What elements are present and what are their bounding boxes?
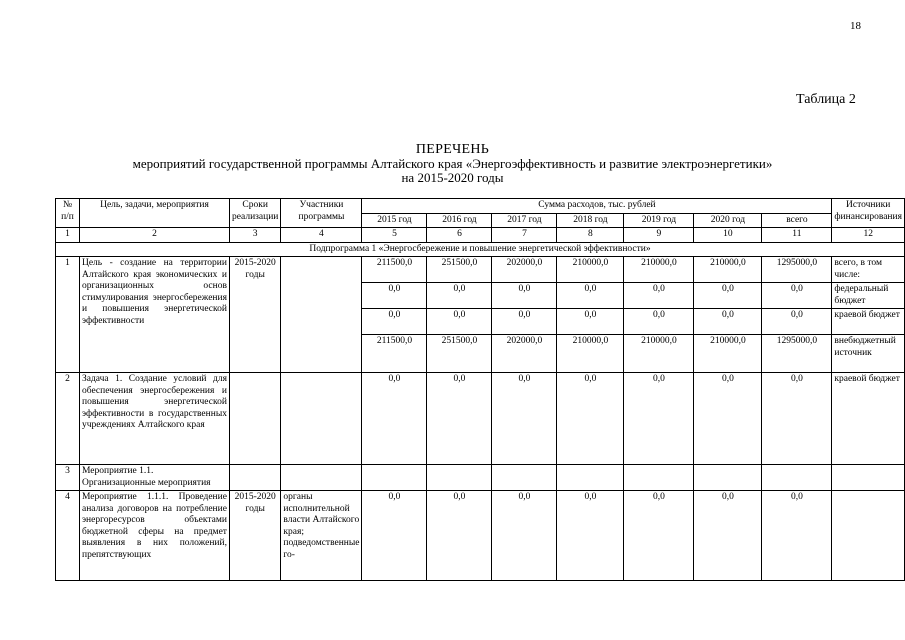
value-cell: 0,0 <box>694 283 762 309</box>
subprogram-title: Подпрограмма 1 «Энергосбережение и повышение энергетической эффективности» <box>56 242 905 257</box>
value-cell: 0,0 <box>427 283 492 309</box>
value-cell: 0,0 <box>624 373 694 465</box>
value-cell: 0,0 <box>762 309 832 335</box>
value-cell: 0,0 <box>762 283 832 309</box>
table-row <box>56 257 905 283</box>
column-number: 4 <box>281 228 362 243</box>
value-cell: 210000,0 <box>557 335 624 373</box>
empty-cell <box>281 465 362 491</box>
header-goal: Цель, задачи, мероприятия <box>79 199 229 228</box>
header-sources: Источники финансирования <box>832 199 905 228</box>
value-cell: 1295000,0 <box>762 335 832 373</box>
column-number: 10 <box>694 228 762 243</box>
value-cell: 210000,0 <box>694 335 762 373</box>
row-text: Задача 1. Создание условий для обеспечения энергосбережения и повышения энергетической эффективности в государственных учреждениях Алтайского края <box>79 373 229 465</box>
column-number: 3 <box>229 228 280 243</box>
value-cell: 202000,0 <box>492 335 557 373</box>
header-total: всего <box>762 213 832 228</box>
value-cell: 0,0 <box>762 373 832 465</box>
value-cell: 0,0 <box>427 491 492 581</box>
row-num: 1 <box>56 257 80 373</box>
column-numbers-row <box>56 228 905 243</box>
column-number: 1 <box>56 228 80 243</box>
row-text: Мероприятие 1.1. Организационные мероприятия <box>79 465 229 491</box>
value-cell: 0,0 <box>492 309 557 335</box>
column-number: 6 <box>427 228 492 243</box>
value-cell: 1295000,0 <box>762 257 832 283</box>
value-cell: 0,0 <box>427 373 492 465</box>
source-cell: краевой бюджет <box>832 309 905 335</box>
value-cell: 0,0 <box>492 283 557 309</box>
empty-cell <box>762 465 832 491</box>
row-terms: 2015-2020 годы <box>229 491 280 581</box>
table-label: Таблица 2 <box>796 92 856 107</box>
header-year: 2018 год <box>557 213 624 228</box>
empty-cell <box>229 465 280 491</box>
table-row <box>56 373 905 465</box>
value-cell: 0,0 <box>624 491 694 581</box>
value-cell: 0,0 <box>624 283 694 309</box>
empty-cell <box>832 465 905 491</box>
value-cell: 210000,0 <box>624 257 694 283</box>
row-terms: 2015-2020 годы <box>229 257 280 373</box>
empty-cell <box>362 465 427 491</box>
row-text: Цель - создание на территории Алтайского края экономических и организационных основ стимулирования энергосбережения и повышения энергетической эффективности <box>79 257 229 373</box>
value-cell: 0,0 <box>624 309 694 335</box>
row-num: 3 <box>56 465 80 491</box>
header-year: 2015 год <box>362 213 427 228</box>
column-number: 8 <box>557 228 624 243</box>
row-text: Мероприятие 1.1.1. Проведение анализа договоров на потребление энергоресурсов объектами бюджетной сферы на предмет выявления в них положений, препятствующих <box>79 491 229 581</box>
value-cell: 0,0 <box>362 373 427 465</box>
value-cell: 0,0 <box>762 491 832 581</box>
value-cell: 211500,0 <box>362 257 427 283</box>
table-row <box>56 465 905 491</box>
value-cell: 210000,0 <box>557 257 624 283</box>
value-cell: 251500,0 <box>427 257 492 283</box>
title-line-1: ПЕРЕЧЕНЬ <box>415 142 490 157</box>
value-cell: 0,0 <box>557 491 624 581</box>
row-participants: органы исполнительной власти Алтайского края; подведомственные го- <box>281 491 362 581</box>
source-cell <box>832 491 905 581</box>
empty-cell <box>557 465 624 491</box>
value-cell: 0,0 <box>362 283 427 309</box>
value-cell: 210000,0 <box>624 335 694 373</box>
column-number: 11 <box>762 228 832 243</box>
table-row <box>56 491 905 581</box>
header-participants: Участники программы <box>281 199 362 228</box>
value-cell: 0,0 <box>557 373 624 465</box>
column-number: 7 <box>492 228 557 243</box>
document-title <box>0 143 905 185</box>
value-cell: 0,0 <box>362 309 427 335</box>
row-num: 4 <box>56 491 80 581</box>
column-number: 9 <box>624 228 694 243</box>
empty-cell <box>427 465 492 491</box>
source-cell: внебюджетный источник <box>832 335 905 373</box>
column-number: 2 <box>79 228 229 243</box>
value-cell: 0,0 <box>557 283 624 309</box>
row-num: 2 <box>56 373 80 465</box>
value-cell: 210000,0 <box>694 257 762 283</box>
header-year: 2019 год <box>624 213 694 228</box>
value-cell: 211500,0 <box>362 335 427 373</box>
column-number: 5 <box>362 228 427 243</box>
header-year: 2020 год <box>694 213 762 228</box>
row-participants <box>281 257 362 373</box>
header-row-1 <box>56 199 905 214</box>
column-number: 12 <box>832 228 905 243</box>
subprogram-row <box>56 242 905 257</box>
source-cell: федеральный бюджет <box>832 283 905 309</box>
value-cell: 0,0 <box>694 309 762 335</box>
source-cell: краевой бюджет <box>832 373 905 465</box>
header-terms: Сроки реализации <box>229 199 280 228</box>
empty-cell <box>694 465 762 491</box>
value-cell: 0,0 <box>694 491 762 581</box>
empty-cell <box>624 465 694 491</box>
value-cell: 0,0 <box>492 491 557 581</box>
header-year: 2017 год <box>492 213 557 228</box>
value-cell: 0,0 <box>557 309 624 335</box>
measures-table <box>55 198 905 581</box>
header-year: 2016 год <box>427 213 492 228</box>
value-cell: 0,0 <box>492 373 557 465</box>
value-cell: 251500,0 <box>427 335 492 373</box>
value-cell: 202000,0 <box>492 257 557 283</box>
row-participants <box>281 373 362 465</box>
source-cell: всего, в том числе: <box>832 257 905 283</box>
row-terms <box>229 373 280 465</box>
value-cell: 0,0 <box>362 491 427 581</box>
header-num: № п/п <box>56 199 80 228</box>
empty-cell <box>492 465 557 491</box>
title-line-2: мероприятий государственной программы Алтайского края «Энергоэффективность и развитие электроэнергетики» <box>132 156 773 171</box>
title-line-3: на 2015-2020 годы <box>401 170 504 185</box>
value-cell: 0,0 <box>427 309 492 335</box>
header-sum: Сумма расходов, тыс. рублей <box>362 199 832 214</box>
value-cell: 0,0 <box>694 373 762 465</box>
page-number: 18 <box>850 20 861 32</box>
